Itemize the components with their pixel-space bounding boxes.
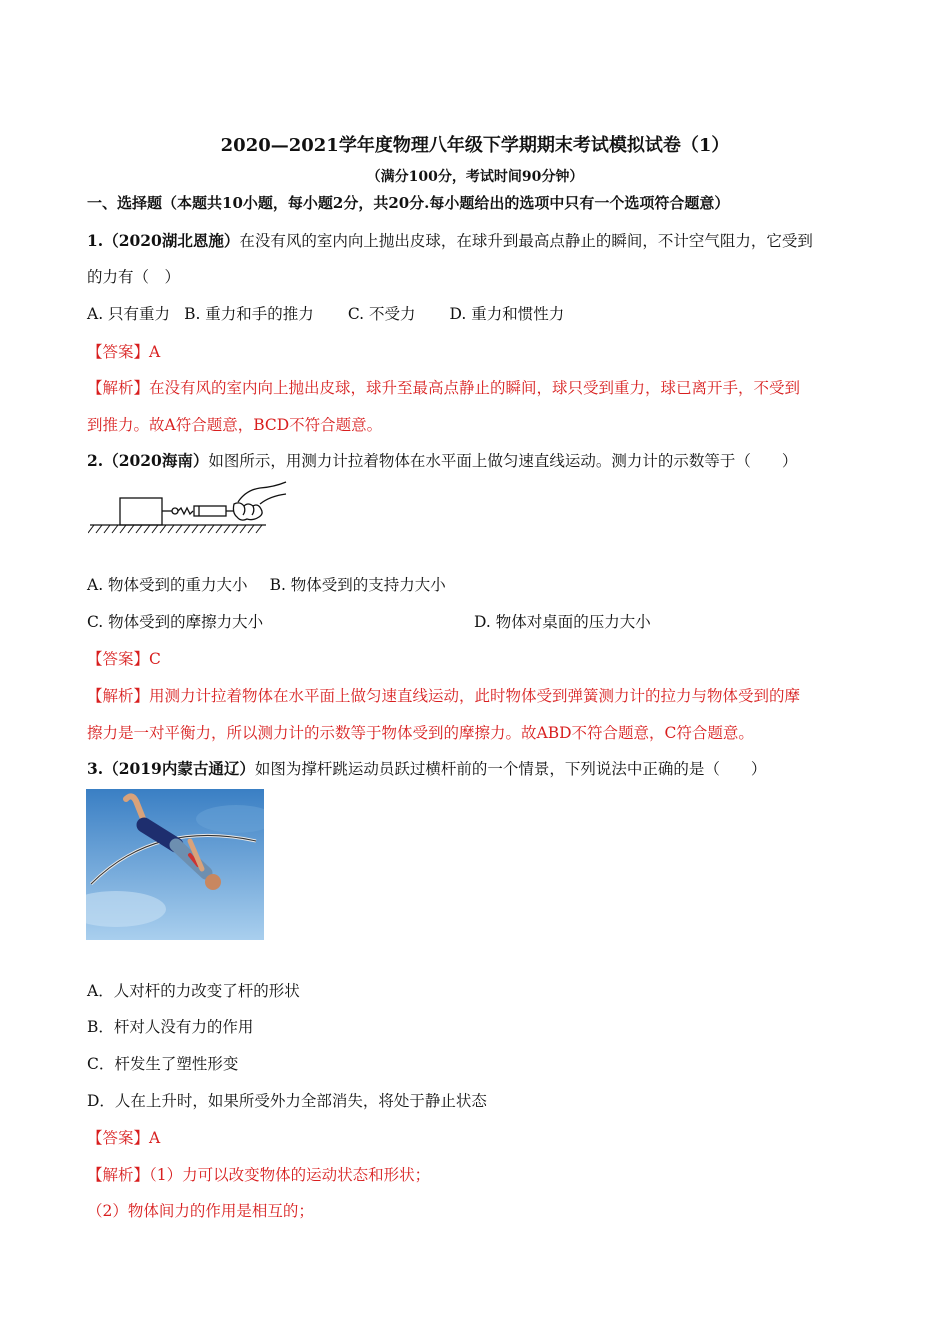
question-1-analysis xyxy=(87,378,800,398)
option-b: B. 物体受到的支持力大小 xyxy=(269,576,446,594)
question-source: （2020湖北恩施） xyxy=(103,231,240,250)
answer-value: A xyxy=(149,343,161,361)
question-text: 如图所示，用测力计拉着物体在水平面上做匀速直线运动。测力计的示数等于（ ） xyxy=(208,452,798,470)
question-text: 在没有风的室内向上抛出皮球，在球升到最高点静止的瞬间，不计空气阻力，它受到 xyxy=(239,232,813,250)
answer-tag: 【答案】 xyxy=(87,650,150,668)
option-d: D. 重力和惯性力 xyxy=(449,305,565,323)
analysis-tag: 【解析】 xyxy=(87,1166,150,1184)
question-2-options-row2-left xyxy=(87,612,263,632)
analysis-tag: 【解析】 xyxy=(87,379,150,397)
analysis-text: 在没有风的室内向上抛出皮球，球升至最高点静止的瞬间，球只受到重力，球已离开手，不受到 xyxy=(149,379,801,397)
option-c: C. 不受力 xyxy=(347,305,416,323)
analysis-text: （1）力可以改变物体的运动状态和形状； xyxy=(149,1166,431,1184)
question-3-answer xyxy=(87,1128,160,1148)
question-source: （2019内蒙古通辽） xyxy=(103,759,255,778)
question-3-option-b: B．杆对人没有力的作用 xyxy=(87,1018,254,1036)
question-2-stem xyxy=(87,451,797,471)
question-3-option-d: D．人在上升时，如果所受外力全部消失，将处于静止状态 xyxy=(87,1092,487,1110)
question-1-stem-cont: 的力有（ ） xyxy=(87,268,181,286)
page-title: 2020—2021学年度物理八年级下学期期末考试模拟试卷（1） xyxy=(220,135,730,156)
question-2-options-row2-right xyxy=(474,612,651,632)
question-number: 1. xyxy=(87,231,104,250)
question-1-analysis-cont: 到推力。故A符合题意，BCD不符合题意。 xyxy=(87,416,383,434)
question-3-option-a: A．人对杆的力改变了杆的形状 xyxy=(87,982,300,1000)
option-c: C. 物体受到的摩擦力大小 xyxy=(87,613,264,631)
answer-value: C xyxy=(149,650,161,668)
answer-value: A xyxy=(149,1129,161,1147)
option-b: B. 重力和手的推力 xyxy=(184,305,314,323)
option-d: D. 物体对桌面的压力大小 xyxy=(474,613,651,631)
question-2-analysis xyxy=(87,686,800,706)
page-subtitle: （满分100分，考试时间90分钟） xyxy=(366,169,584,185)
question-2-answer xyxy=(87,649,161,669)
question-1-stem xyxy=(87,231,813,251)
question-3-option-c: C．杆发生了塑性形变 xyxy=(87,1055,239,1073)
question-3-stem xyxy=(87,759,766,779)
option-a: A. 只有重力 xyxy=(87,305,171,323)
question-1-answer xyxy=(87,342,160,362)
analysis-tag: 【解析】 xyxy=(87,687,150,705)
question-text: 如图为撑杆跳运动员跃过横杆前的一个情景，下列说法中正确的是（ ） xyxy=(254,760,767,778)
analysis-text: 用测力计拉着物体在水平面上做匀速直线运动，此时物体受到弹簧测力计的拉力与物体受到的摩 xyxy=(149,687,801,705)
option-a: A. 物体受到的重力大小 xyxy=(87,576,248,594)
section-heading: 一、选择题（本题共10小题，每小题2分，共20分.每小题给出的选项中只有一个选项符合题意） xyxy=(87,194,730,212)
question-number: 3. xyxy=(87,759,104,778)
question-1-options xyxy=(87,304,564,324)
answer-tag: 【答案】 xyxy=(87,343,150,361)
pole-vault-photo xyxy=(86,789,264,940)
question-number: 2. xyxy=(87,451,104,470)
spring-scale-figure xyxy=(88,480,288,538)
question-3-analysis-cont: （2）物体间力的作用是相互的； xyxy=(87,1202,314,1220)
question-2-options-row1 xyxy=(87,575,446,595)
answer-tag: 【答案】 xyxy=(87,1129,150,1147)
question-source: （2020海南） xyxy=(103,451,209,470)
question-2-analysis-cont: 擦力是一对平衡力，所以测力计的示数等于物体受到的摩擦力。故ABD不符合题意，C符合题意。 xyxy=(87,724,754,742)
question-3-analysis xyxy=(87,1165,430,1185)
